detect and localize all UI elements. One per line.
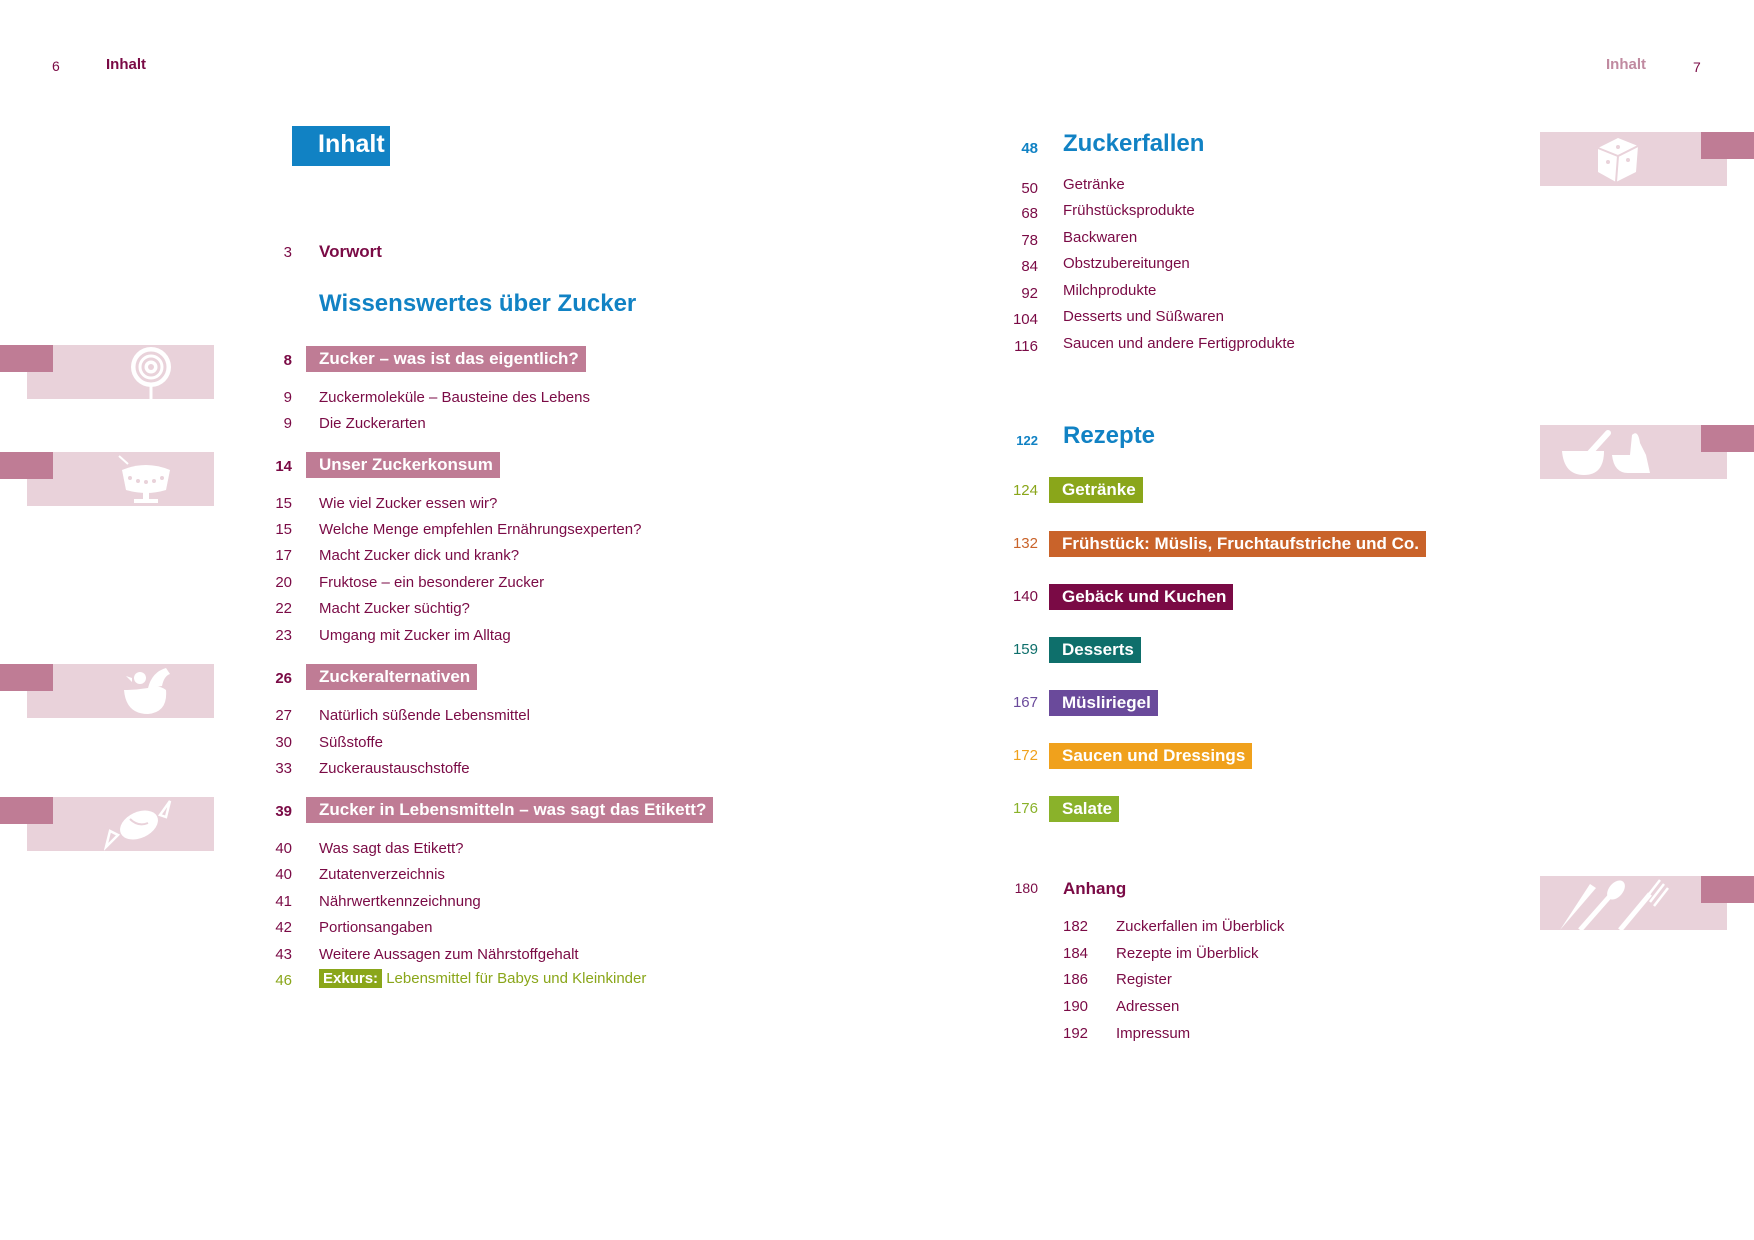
rezept-page: 172 — [1012, 747, 1038, 764]
entry-page: 116 — [1014, 338, 1038, 355]
entry-page: 182 — [1063, 918, 1089, 935]
entry-label: Welche Menge empfehlen Ernährungsexperten? — [319, 521, 642, 538]
lollipop-icon — [124, 345, 178, 399]
entry-page: 20 — [275, 574, 292, 591]
chapter-page: 39 — [275, 803, 292, 820]
entry-page: 43 — [275, 946, 292, 963]
chapter-heading: Unser Zuckerkonsum — [306, 452, 500, 478]
entry-label: Macht Zucker dick und krank? — [319, 547, 520, 564]
chapter-page: 14 — [275, 458, 292, 475]
zuckerfallen-title: Zuckerfallen — [1063, 130, 1205, 157]
entry-page: 50 — [1021, 180, 1038, 197]
rezept-page: 124 — [1012, 482, 1038, 499]
entry-label: Umgang mit Zucker im Alltag — [319, 627, 511, 644]
entry-page: 22 — [275, 600, 292, 617]
entry-label: Die Zuckerarten — [319, 415, 426, 432]
entry-page: 92 — [1021, 285, 1038, 302]
entry-page: 186 — [1063, 971, 1089, 988]
entry-page: 84 — [1021, 258, 1038, 275]
entry-label: Zuckeraustauschstoffe — [319, 760, 470, 777]
entry-label: Was sagt das Etikett? — [319, 840, 464, 857]
toc-title-box — [292, 126, 390, 166]
bird-icon — [118, 664, 178, 718]
deco-strip-lollipop — [0, 345, 214, 399]
entry-label: Süßstoffe — [319, 734, 383, 751]
entry-page: 41 — [275, 893, 292, 910]
entry-label: Nährwertkennzeichnung — [319, 893, 481, 910]
rezept-category: Müsliriegel — [1049, 690, 1158, 716]
left-running-head: Inhalt — [106, 56, 146, 73]
left-folio: 6 — [52, 58, 60, 74]
entry-label: Obstzubereitungen — [1063, 255, 1190, 272]
anhang-page: 180 — [1014, 880, 1038, 896]
vorwort-page: 3 — [283, 244, 292, 261]
rezept-page: 140 — [1012, 588, 1038, 605]
entry-page: 104 — [1012, 311, 1038, 328]
entry-label: Zuckerfallen im Überblick — [1116, 918, 1285, 935]
entry-label: Rezepte im Überblick — [1116, 945, 1259, 962]
entry-page: 15 — [275, 495, 292, 512]
candy-icon — [104, 797, 174, 851]
exkurs-label: Lebensmittel für Babys und Kleinkinder — [386, 970, 647, 987]
rezept-category: Salate — [1049, 796, 1119, 822]
entry-label: Register — [1116, 971, 1172, 988]
rezepte-title: Rezepte — [1063, 422, 1156, 449]
right-folio: 7 — [1693, 59, 1701, 75]
entry-label: Weitere Aussagen zum Nährstoffgehalt — [319, 946, 579, 963]
entry-label: Backwaren — [1063, 229, 1138, 246]
rezept-page: 167 — [1012, 694, 1038, 711]
exkurs-entry — [319, 970, 646, 987]
entry-page: 17 — [275, 547, 292, 564]
entry-label: Wie viel Zucker essen wir? — [319, 495, 498, 512]
rezepte-page: 122 — [1016, 433, 1038, 448]
rezept-page: 159 — [1012, 641, 1038, 658]
entry-page: 78 — [1021, 232, 1038, 249]
rezept-category: Saucen und Dressings — [1049, 743, 1252, 769]
entry-label: Fruktose – ein besonderer Zucker — [319, 574, 545, 591]
anhang-title: Anhang — [1063, 879, 1127, 898]
entry-page: 30 — [275, 734, 292, 751]
rezept-category: Frühstück: Müslis, Fruchtaufstriche und Co. — [1049, 531, 1426, 557]
entry-page: 40 — [275, 840, 292, 857]
entry-label: Portionsangaben — [319, 919, 433, 936]
chapter-heading: Zuckeralternativen — [306, 664, 477, 690]
toc-title: Inhalt — [318, 130, 385, 158]
entry-label: Milchprodukte — [1063, 282, 1157, 299]
deco-strip-cake — [0, 452, 214, 506]
entry-page: 9 — [283, 415, 292, 432]
entry-label: Zuckermoleküle – Bausteine des Lebens — [319, 389, 590, 406]
chapter-page: 8 — [283, 352, 292, 369]
entry-label: Adressen — [1116, 998, 1180, 1015]
entry-page: 40 — [275, 866, 292, 883]
entry-label: Saucen und andere Fertigprodukte — [1063, 335, 1295, 352]
entry-page: 9 — [283, 389, 292, 406]
rezept-category: Getränke — [1049, 477, 1143, 503]
right-running-head: Inhalt — [1606, 56, 1646, 73]
entry-label: Getränke — [1063, 176, 1125, 193]
rezept-page: 132 — [1012, 535, 1038, 552]
entry-label: Desserts und Süßwaren — [1063, 308, 1224, 325]
sugar-cube-icon — [1590, 132, 1644, 186]
chapter-page: 26 — [275, 670, 292, 687]
entry-label: Natürlich süßende Lebensmittel — [319, 707, 530, 724]
entry-page: 190 — [1063, 998, 1089, 1015]
deco-strip-mortar — [1540, 425, 1754, 479]
deco-strip-sugar-cube — [1540, 132, 1754, 186]
entry-label: Zutatenverzeichnis — [319, 866, 445, 883]
entry-page: 33 — [275, 760, 292, 777]
entry-page: 15 — [275, 521, 292, 538]
entry-label: Frühstücksprodukte — [1063, 202, 1195, 219]
chapter-heading: Zucker – was ist das eigentlich? — [306, 346, 586, 372]
entry-label: Impressum — [1116, 1025, 1191, 1042]
entry-page: 23 — [275, 627, 292, 644]
cutlery-icon — [1550, 876, 1680, 930]
mortar-icon — [1558, 425, 1658, 479]
section-heading-wissenswertes: Wissenswertes über Zucker — [319, 290, 637, 317]
entry-label: Macht Zucker süchtig? — [319, 600, 470, 617]
deco-strip-cutlery — [1540, 876, 1754, 930]
entry-page: 27 — [275, 707, 292, 724]
zuckerfallen-page: 48 — [1021, 140, 1038, 157]
deco-strip-candy — [0, 797, 214, 851]
cake-icon — [116, 452, 176, 506]
rezept-category: Gebäck und Kuchen — [1049, 584, 1233, 610]
rezept-category: Desserts — [1049, 637, 1141, 663]
entry-page: 68 — [1021, 205, 1038, 222]
chapter-heading: Zucker in Lebensmitteln – was sagt das Etikett? — [306, 797, 713, 823]
vorwort-label: Vorwort — [319, 242, 382, 261]
exkurs-badge: Exkurs: — [319, 969, 382, 988]
exkurs-page: 46 — [275, 972, 292, 989]
entry-page: 184 — [1063, 945, 1089, 962]
entry-page: 192 — [1063, 1025, 1089, 1042]
entry-page: 42 — [275, 919, 292, 936]
rezept-page: 176 — [1012, 800, 1038, 817]
deco-strip-bird — [0, 664, 214, 718]
